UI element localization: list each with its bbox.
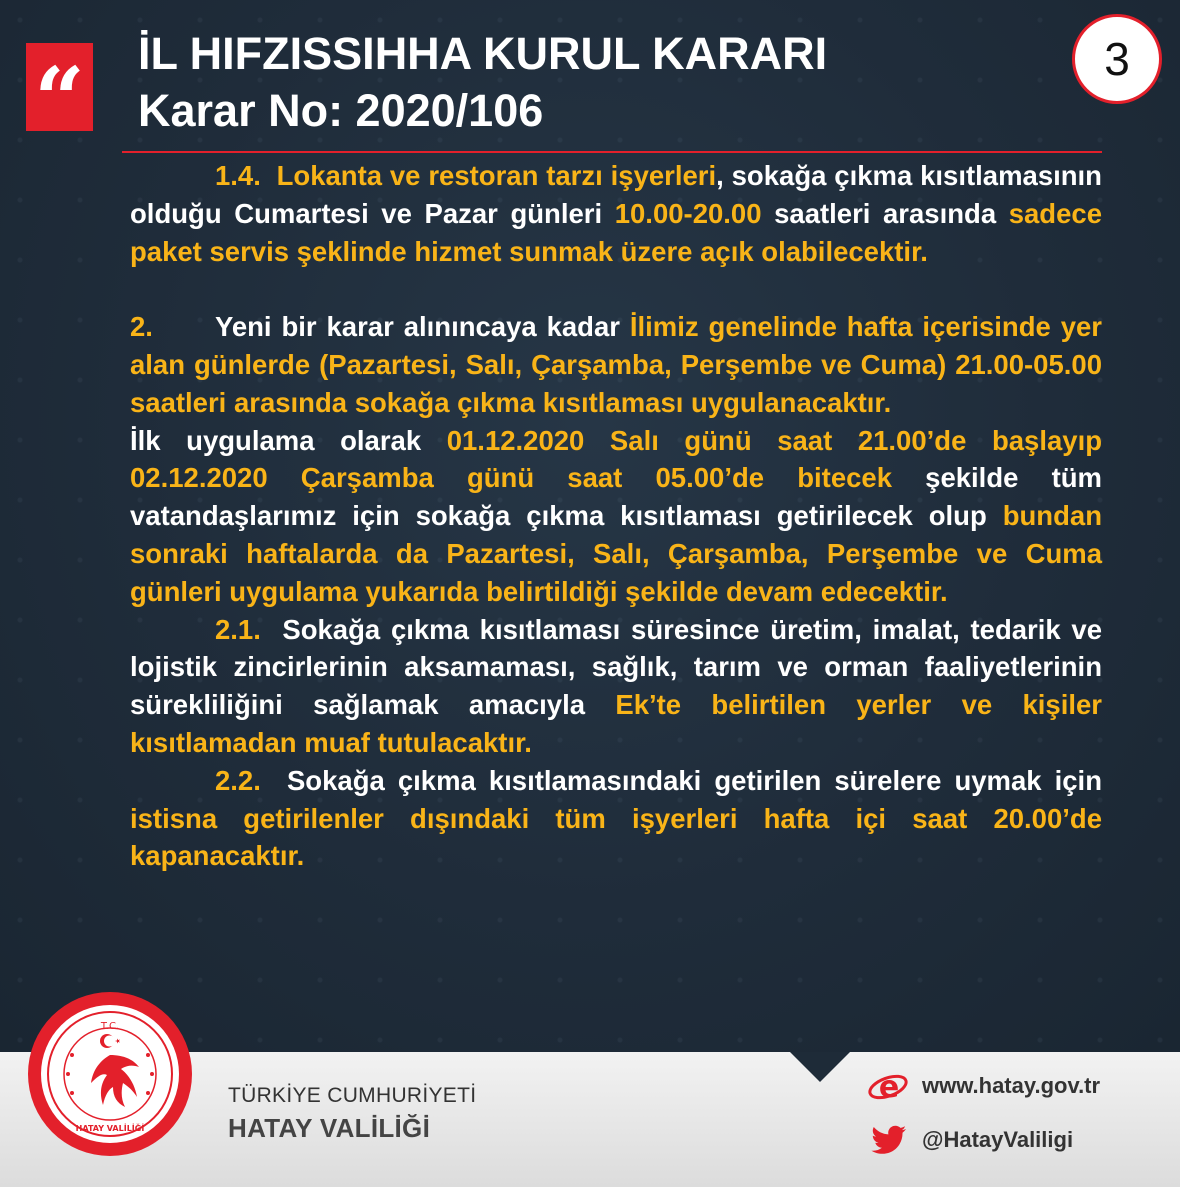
quote-icon: “: [34, 47, 85, 151]
body-text: İlk uygulama olarak: [130, 424, 447, 456]
article-number: 1.4.: [215, 160, 261, 191]
body-text: Sokağa çıkma kısıtlamasındaki getirilen sürelere uymak için: [286, 764, 1102, 796]
highlight-text: Lokanta ve restoran tarzı işyerleri: [276, 160, 717, 191]
highlight-text: 10.00-20.00: [614, 197, 762, 229]
decision-number: Karar No: 2020/106: [138, 85, 544, 136]
highlight-text: 01.12.2020 Salı günü saat 21.00’de başlayıp 02.12.2020 Çarşamba günü saat 05.00’de bitecek: [130, 424, 1103, 494]
article-number: 2.1.: [215, 613, 261, 645]
footer-notch: [790, 1052, 850, 1082]
logo-bottom-text: HATAY VALİLİĞİ: [75, 1124, 145, 1133]
paragraph-gap: [130, 270, 1102, 308]
highlight-text: bundan sonraki haftalarda da Pazartesi, Salı, Çarşamba, Perşembe ve Cuma günleri uygulama yukarıda belirtildiği şekilde devam edecektir.: [130, 500, 1102, 607]
header-divider: [122, 151, 1102, 153]
svg-text:e: e: [878, 1070, 900, 1105]
article-number: 2.: [130, 311, 153, 343]
highlight-text: İlimiz genelinde hafta içerisinde yer alan günlerde (Pazartesi, Salı, Çarşamba, Perşembe ve Cuma) 21.00-05.00 saatleri arasında sokağa çıkma kısıtlaması uygulanacaktır.: [130, 311, 1102, 418]
org-country: TÜRKİYE CUMHURİYETİ: [228, 1084, 477, 1107]
paragraph-2-1: [130, 611, 1102, 762]
twitter-bird-icon: [868, 1120, 910, 1160]
body-text: Sokağa çıkma kısıtlaması süresince üretim, imalat, tedarik ve lojistik zincirlerinin aksamaması, sağlık, tarım ve orman faaliyetlerinin sürekliliğini sağlamak amacıyla: [130, 613, 1103, 721]
quote-badge: [26, 43, 93, 151]
internet-explorer-icon: [868, 1066, 910, 1106]
highlight-text: istisna getirilenler dışındaki tüm işyerleri hafta içi saat 20.00’de kapanacaktır.: [130, 802, 1102, 872]
highlight-text: Ek’te belirtilen yerler ve kişiler kısıtlamadan muaf tutulacaktır.: [130, 689, 1102, 758]
paragraph-1-4: [130, 157, 1102, 270]
highlight-text: sadece paket servis şeklinde hizmet sunmak üzere açık olabilecektir.: [130, 197, 1102, 267]
decision-body: [130, 157, 1102, 875]
twitter-handle: @HatayValiligi: [922, 1127, 1074, 1152]
paragraph-2: [130, 308, 1102, 421]
logo-top-text: T.C.: [100, 1021, 120, 1032]
paragraph-2-2: [130, 762, 1102, 875]
body-text: saatleri arasında: [761, 197, 1009, 229]
body-text: , sokağa çıkma kısıtlamasının olduğu Cumartesi ve Pazar günleri: [130, 160, 1102, 229]
article-number: 2.2.: [215, 764, 261, 796]
org-name: HATAY VALİLİĞİ: [228, 1113, 431, 1143]
paragraph-first-application: [130, 422, 1102, 611]
website-text: www.hatay.gov.tr: [922, 1073, 1101, 1098]
body-text: şekilde tüm vatandaşlarımız için sokağa çıkma kısıtlaması getirilecek olup: [130, 462, 1102, 532]
page-title: İL HIFZISSIHHA KURUL KARARI: [138, 28, 828, 79]
body-text: Yeni bir karar alınıncaya kadar: [215, 311, 630, 343]
page-number-badge: 3: [1072, 14, 1162, 104]
hatay-valiligi-logo: [41, 1005, 179, 1143]
